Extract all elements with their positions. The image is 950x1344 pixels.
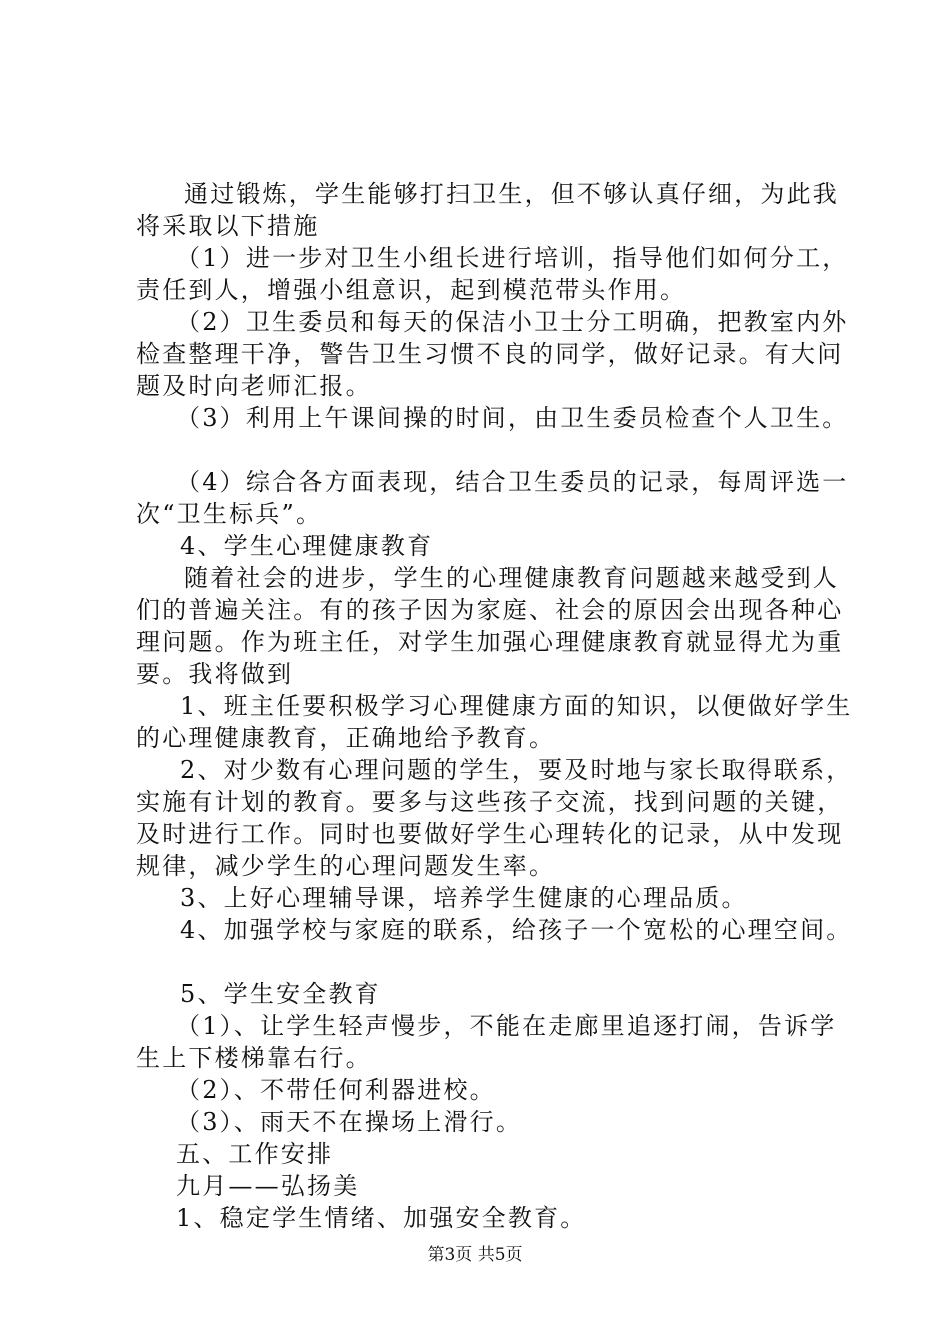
text-line: （1）进一步对卫生小组长进行培训，指导他们如何分工， [176, 244, 849, 272]
section-heading: 4、学生心理健康教育 [180, 532, 434, 560]
paragraph-measure-4 [136, 466, 849, 530]
text-line: 责任到人，增强小组意识，起到模范带头作用。 [136, 276, 687, 304]
text-line: 检查整理干净，警告卫生习惯不良的同学，做好记录。有大问 [136, 340, 844, 368]
section-heading: 九月——弘扬美 [176, 1172, 360, 1200]
heading-work-schedule [136, 1138, 836, 1170]
text-line: 理问题。作为班主任，对学生加强心理健康教育就显得尤为重 [136, 628, 844, 656]
text-line: 生上下楼梯靠右行。 [136, 1044, 372, 1072]
text-line: 1、班主任要积极学习心理健康方面的知识，以便做好学生 [180, 692, 853, 720]
paragraph-mental-item-4 [136, 914, 853, 946]
text-line: 次“卫生标兵”。 [136, 500, 323, 528]
text-line: 及时进行工作。同时也要做好学生心理转化的记录，从中发现 [136, 820, 844, 848]
text-line: （2）卫生委员和每天的保洁小卫士分工明确，把教室内外 [176, 308, 849, 336]
document-body [136, 178, 853, 1234]
paragraph-measure-1 [136, 242, 849, 306]
section-heading: 五、工作安排 [176, 1140, 334, 1168]
heading-safety [136, 978, 836, 1010]
section-heading: 5、学生安全教育 [180, 980, 381, 1008]
text-line: （1）、让学生轻声慢步，不能在走廊里追逐打闹，告诉学 [176, 1012, 837, 1040]
text-line: 实施有计划的教育。要多与这些孩子交流，找到问题的关键， [136, 788, 844, 816]
paragraph-mental-item-3 [136, 882, 836, 914]
blank-line [136, 946, 836, 978]
text-line: 规律，减少学生的心理问题发生率。 [136, 852, 556, 880]
paragraph-safety-item-3 [136, 1106, 836, 1138]
heading-mental-health [136, 530, 836, 562]
paragraph-safety-item-2 [136, 1074, 836, 1106]
heading-september [136, 1170, 836, 1202]
text-line: 随着社会的进步，学生的心理健康教育问题越来越受到人 [184, 564, 839, 592]
page-number: 第3页 共5页 [427, 1245, 523, 1265]
text-line: （2）、不带任何利器进校。 [176, 1076, 496, 1104]
paragraph-hygiene-intro [136, 178, 839, 242]
paragraph-mental-item-1 [136, 690, 853, 754]
paragraph-mental-health-intro [136, 562, 844, 690]
text-line: 将采取以下措施 [136, 212, 320, 240]
text-line: 3、上好心理辅导课，培养学生健康的心理品质。 [180, 884, 748, 912]
text-line: 的心理健康教育，正确地给予教育。 [136, 724, 556, 752]
text-line: 通过锻炼，学生能够打扫卫生，但不够认真仔细，为此我 [184, 180, 839, 208]
text-line: 1、稳定学生情绪、加强安全教育。 [176, 1204, 587, 1232]
paragraph-measure-3 [136, 402, 849, 434]
paragraph-measure-2 [136, 306, 849, 402]
text-line: 4、加强学校与家庭的联系，给孩子一个宽松的心理空间。 [180, 916, 853, 944]
blank-line [136, 434, 836, 466]
text-line: 题及时向老师汇报。 [136, 372, 372, 400]
text-line: （3）、雨天不在操场上滑行。 [176, 1108, 523, 1136]
text-line: （3）利用上午课间操的时间，由卫生委员检查个人卫生。 [176, 404, 849, 432]
paragraph-mental-item-2 [136, 754, 853, 882]
paragraph-safety-item-1 [136, 1010, 836, 1074]
text-line: 们的普遍关注。有的孩子因为家庭、社会的原因会出现各种心 [136, 596, 844, 624]
text-line: （4）综合各方面表现，结合卫生委员的记录，每周评选一 [176, 468, 849, 496]
text-line: 2、对少数有心理问题的学生，要及时地与家长取得联系， [180, 756, 853, 784]
text-line: 要。我将做到 [136, 660, 294, 688]
paragraph-september-item-1 [136, 1202, 836, 1234]
